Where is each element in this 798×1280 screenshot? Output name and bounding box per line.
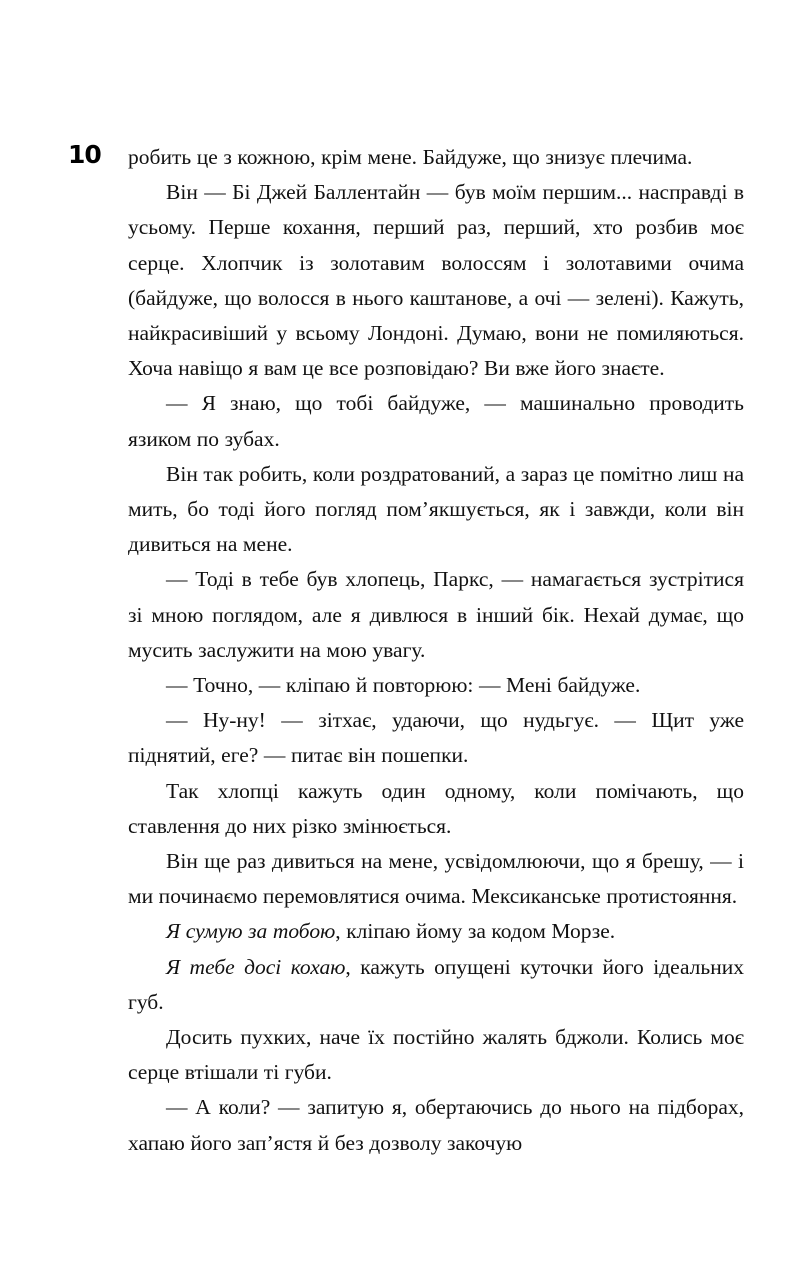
paragraph-with-italic-lead	[128, 950, 744, 1020]
paragraph: — Ну-ну! — зітхає, удаючи, що нудьгує. — Щит уже піднятий, еге? — питає він пошепки.	[128, 708, 744, 768]
paragraph: — Точно, — кліпаю й повторюю: — Мені байдуже.	[166, 673, 641, 698]
paragraph-rest: , кажуть опущені куточки його ідеальних губ.	[128, 954, 744, 1014]
paragraph: Він ще раз дивиться на мене, усвідомлюючи, що я брешу, — і ми починаємо перемовлятися очима. Мексиканське протистояння.	[128, 849, 744, 909]
paragraph: — Тоді в тебе був хлопець, Паркс, — намагається зустрітися зі мною поглядом, але я дивлюся в інший бік. Нехай думає, що мусить заслужити на мою увагу.	[128, 567, 744, 662]
paragraph-with-italic-lead	[128, 914, 744, 949]
paragraph: робить це з кожною, крім мене. Байдуже, що знизує плечима.	[128, 145, 693, 169]
paragraph-rest: , кліпаю йому за кодом Морзе.	[335, 919, 616, 944]
page-body-text	[128, 140, 744, 1161]
italic-phrase: Я тебе досі кохаю	[166, 954, 346, 979]
page-number: 10	[68, 140, 101, 169]
paragraph: Так хлопці кажуть один одному, коли помічають, що ставлення до них різко змінюється.	[128, 778, 744, 838]
paragraph: Він — Бі Джей Баллентайн — був моїм першим... насправді в усьому. Перше кохання, перший раз, перший, хто розбив моє серце. Хлопчик із золотавим волоссям і золотавими очима (байдуже, що волосся в нього каштанове, а очі — зелені). Кажуть, найкрасивіший у всьому Лондоні. Думаю, вони не помиляються. Хоча навіщо я вам це все розповідаю? Ви вже його знаєте.	[128, 180, 744, 381]
paragraph: Він так робить, коли роздратований, а зараз це помітно лиш на мить, бо тоді його погляд пом’якшується, як і завжди, коли він дивиться на мене.	[128, 461, 744, 557]
paragraph: Досить пухких, наче їх постійно жалять бджоли. Колись моє серце втішали ті губи.	[128, 1025, 744, 1085]
italic-phrase: Я сумую за тобою	[166, 919, 336, 944]
paragraph: — Я знаю, що тобі байдуже, — машинально проводить язиком по зубах.	[128, 391, 744, 451]
paragraph: — А коли? — запитую я, обертаючись до нього на підборах, хапаю його зап’ястя й без дозволу закочую	[128, 1095, 744, 1155]
